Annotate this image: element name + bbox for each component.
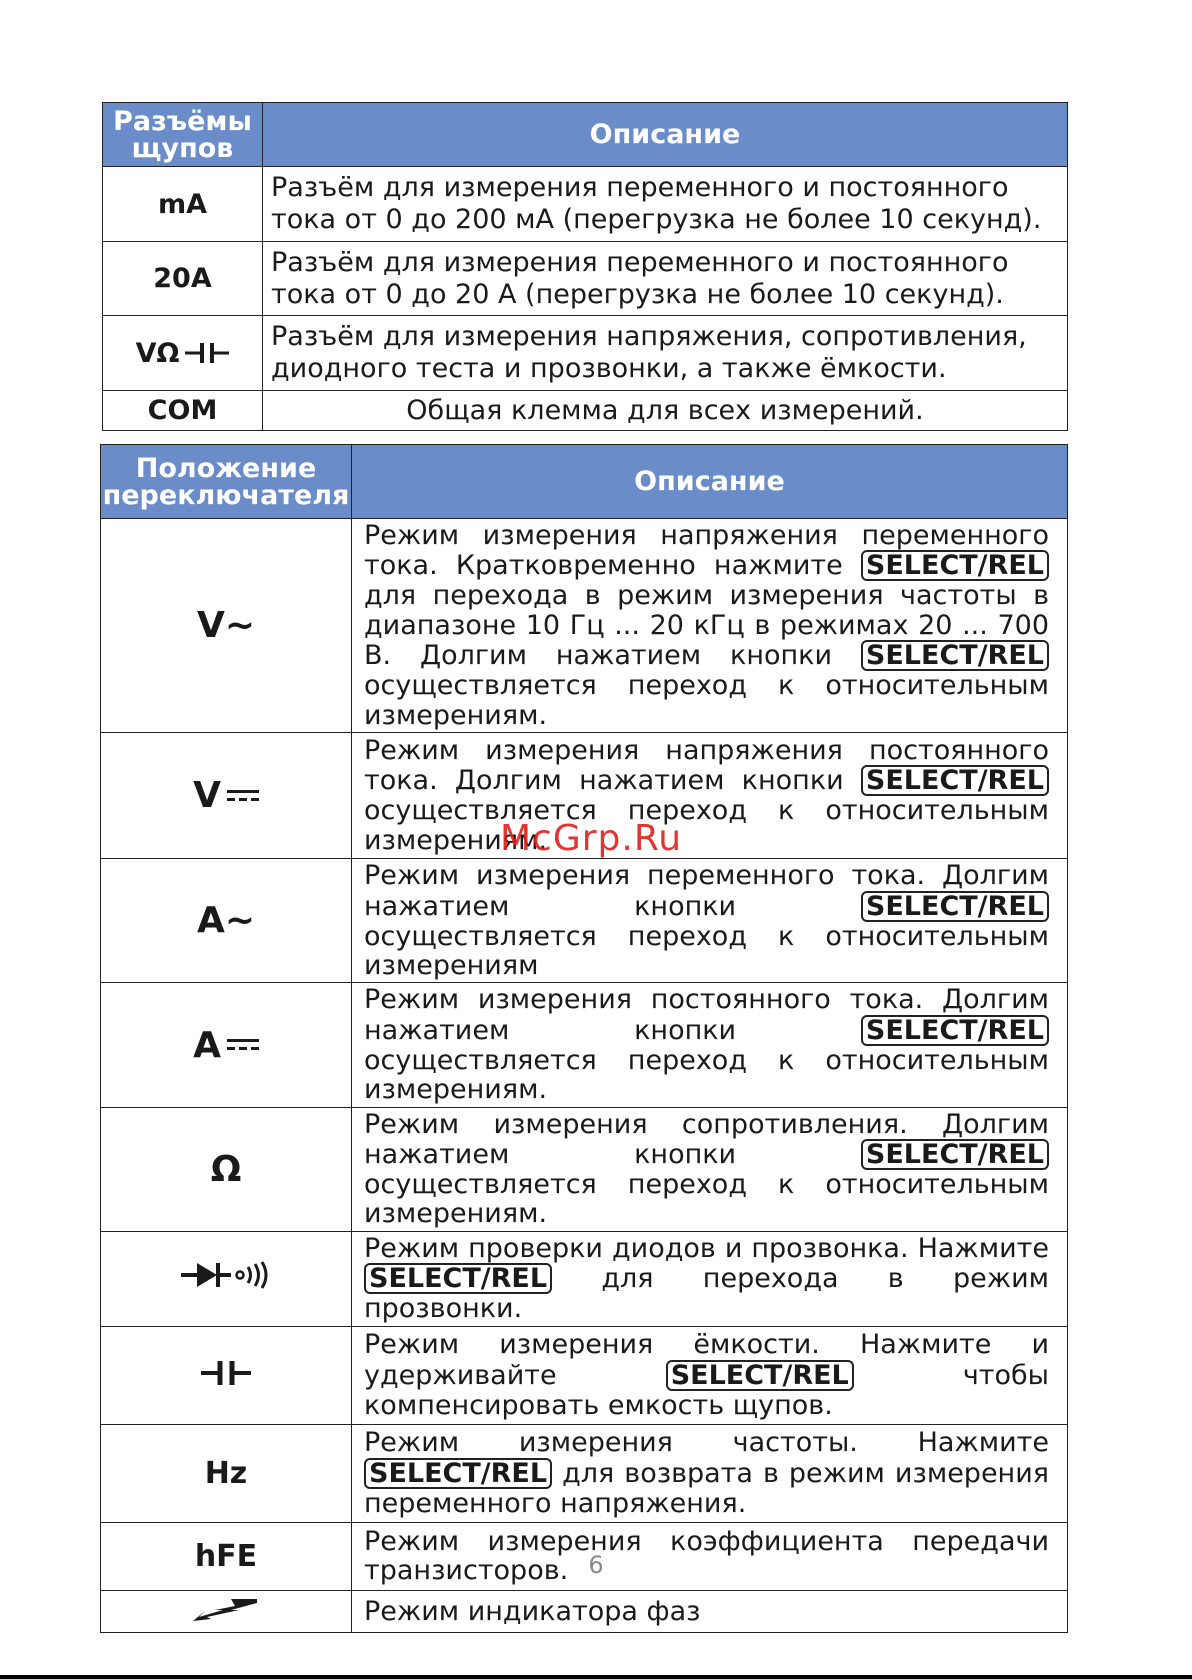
switch-description: Режим измерения сопротивления. Долгим нажатием кнопки SELECT/REL осуществляется переход к относительным измерениям.	[352, 1107, 1068, 1231]
switch-symbol-vdc: V	[101, 733, 352, 859]
switch-header-row	[101, 445, 1068, 519]
jack-label-vohm: VΩ	[103, 316, 263, 391]
jack-description: Разъём для измерения переменного и постоянного тока от 0 до 200 мА (перегрузка не более 10 секунд).	[263, 167, 1068, 242]
select-rel-key: SELECT/REL	[861, 1015, 1049, 1046]
page-number: 6	[588, 1551, 604, 1579]
jacks-header-left: Разъёмы щупов	[103, 103, 263, 167]
jack-description: Разъём для измерения напряжения, сопротивления, диодного теста и прозвонки, а также ёмкости.	[263, 316, 1068, 391]
diode-continuity-icon	[181, 1260, 271, 1290]
table-row	[101, 859, 1068, 983]
switch-description: Режим измерения частоты. Нажмите SELECT/REL для возврата в режим измерения переменного напряжения.	[352, 1424, 1068, 1522]
switch-symbol-ohm: Ω	[101, 1107, 352, 1231]
jacks-header-row	[103, 103, 1068, 167]
switch-symbol-diode	[101, 1231, 352, 1326]
switch-symbol-capacitance	[101, 1326, 352, 1424]
switch-symbol-adc: A	[101, 983, 352, 1107]
switch-description: Режим измерения ёмкости. Нажмите и удерживайте SELECT/REL чтобы компенсировать емкость щупов.	[352, 1326, 1068, 1424]
table-row	[103, 391, 1068, 431]
table-row	[101, 519, 1068, 733]
switch-symbol-vac: V~	[101, 519, 352, 733]
jack-label: mA	[103, 167, 263, 242]
dc-icon	[227, 1037, 259, 1053]
select-rel-key: SELECT/REL	[861, 640, 1049, 671]
select-rel-key: SELECT/REL	[861, 765, 1049, 796]
jacks-header-right: Описание	[263, 103, 1068, 167]
switch-symbol-aac: A~	[101, 859, 352, 983]
bottom-rule	[0, 1675, 1192, 1679]
switch-description: Режим измерения постоянного тока. Долгим нажатием кнопки SELECT/REL осуществляется переход к относительным измерениям.	[352, 983, 1068, 1107]
table-row	[103, 167, 1068, 242]
table-row	[101, 1424, 1068, 1522]
watermark: McGrp.Ru	[500, 818, 683, 859]
switch-symbol-phase	[101, 1590, 352, 1632]
table-row	[103, 316, 1068, 391]
dc-icon	[227, 788, 259, 804]
switch-description: Режим проверки диодов и прозвонка. Нажмите SELECT/REL для перехода в режим прозвонки.	[352, 1231, 1068, 1326]
select-rel-key: SELECT/REL	[364, 1263, 552, 1294]
switch-description: Режим индикатора фаз	[352, 1590, 1068, 1632]
select-rel-key: SELECT/REL	[666, 1360, 854, 1391]
table-row	[103, 242, 1068, 316]
select-rel-key: SELECT/REL	[861, 1139, 1049, 1170]
table-row	[101, 1326, 1068, 1424]
switch-description: Режим измерения коэффициента передачи транзисторов.	[352, 1522, 1068, 1590]
switch-description: Режим измерения напряжения постоянного тока. Долгим нажатием кнопки SELECT/REL осуществляется переход к относительным измерениям.	[352, 733, 1068, 859]
switch-table	[100, 444, 1068, 1633]
table-row	[101, 983, 1068, 1107]
select-rel-key: SELECT/REL	[861, 550, 1049, 581]
switch-symbol-hz: Hz	[101, 1424, 352, 1522]
switch-header-left: Положение переключателя	[101, 445, 352, 519]
table-row	[101, 1231, 1068, 1326]
switch-symbol-hfe: hFE	[101, 1522, 352, 1590]
switch-description: Режим измерения переменного тока. Долгим нажатием кнопки SELECT/REL осуществляется переход к относительным измерениям	[352, 859, 1068, 983]
jack-description: Общая клемма для всех измерений.	[263, 391, 1068, 431]
switch-description: Режим измерения напряжения переменного тока. Кратковременно нажмите SELECT/REL для перехода в режим измерения частоты в диапазоне 10 Гц ... 20 кГц в режимах 20 ... 700 В. Долгим нажатием кнопки SELECT/REL осуществляется переход к относительным измерениям.	[352, 519, 1068, 733]
jacks-table	[102, 102, 1068, 431]
jack-label: 20A	[103, 242, 263, 316]
jack-label: COM	[103, 391, 263, 431]
select-rel-key: SELECT/REL	[861, 891, 1049, 922]
capacitor-icon	[185, 341, 229, 365]
select-rel-key: SELECT/REL	[364, 1458, 552, 1489]
phase-indicator-icon	[191, 1597, 261, 1623]
capacitor-icon	[201, 1359, 251, 1387]
table-row	[101, 1590, 1068, 1632]
switch-header-right: Описание	[352, 445, 1068, 519]
table-row	[101, 1107, 1068, 1231]
jack-description: Разъём для измерения переменного и постоянного тока от 0 до 20 А (перегрузка не более 10 секунд).	[263, 242, 1068, 316]
